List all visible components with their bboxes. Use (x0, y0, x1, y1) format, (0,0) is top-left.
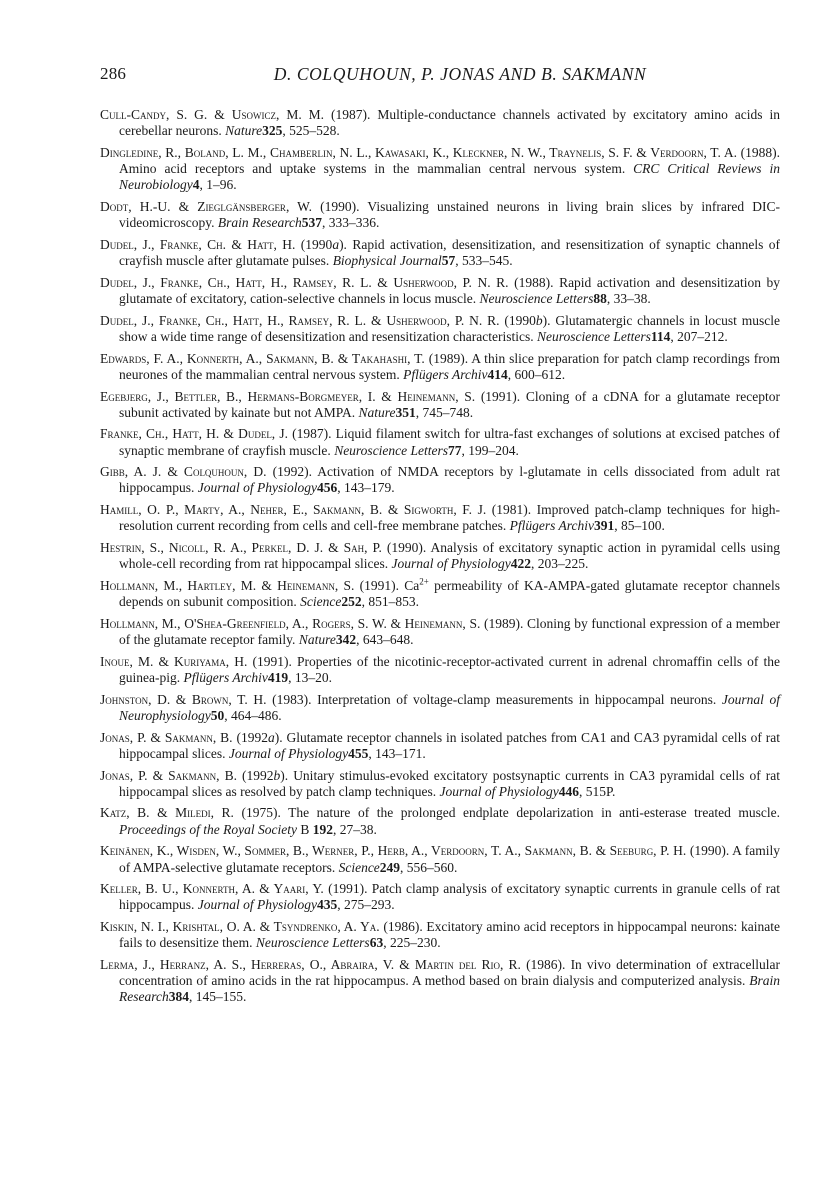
ref-pages: , 851–853. (361, 594, 419, 610)
ref-pages: , 1–96. (199, 177, 237, 193)
ref-pages: , 145–155. (188, 989, 247, 1005)
ref-volume: 446 (558, 783, 580, 799)
ref-journal: Pflügers Archiv (509, 518, 594, 534)
ref-journal: Journal of Physiology (197, 480, 317, 496)
ref-year: (1992 (232, 729, 268, 745)
ref-journal: Biophysical Journal (332, 253, 442, 269)
reference-entry (100, 768, 780, 800)
ref-year: (1990 (499, 312, 536, 328)
ref-authors: Hollmann, M., Hartley, M. & Heinemann, S. (100, 578, 355, 594)
ref-year: (1992). (266, 464, 318, 480)
ref-pages: , 27–38. (332, 821, 377, 837)
ref-year: (1991). (475, 388, 526, 404)
ref-journal: Journal of Physiology (439, 783, 559, 799)
ref-journal: Neuroscience Letters (334, 442, 449, 458)
ref-journal: Neuroscience Letters (255, 935, 370, 951)
ref-pages: , 203–225. (531, 556, 589, 572)
ref-volume: 419 (267, 670, 289, 685)
ref-title: Multiple-conductance channels activated by excitatory amino acids in cerebellar neurons. (119, 107, 780, 139)
ref-volume: 63 (369, 935, 384, 951)
ref-pages: , 207–212. (670, 328, 728, 344)
ref-pages: , 333–336. (321, 215, 380, 231)
ref-year-close: ). (542, 312, 556, 328)
ref-title: A thin slice preparation for patch clamp recordings from neurones of the mammalian central nervous system. (119, 350, 780, 382)
ref-volume: 4 (192, 177, 200, 193)
ref-year: (1991). (323, 881, 372, 897)
ref-authors: Keinänen, K., Wisden, W., Sommer, B., Werner, P., Herb, A., Verdoorn, T. A., Sakmann, B. & Seeburg, P. H. (100, 843, 687, 859)
ref-volume: 252 (341, 594, 362, 610)
ref-title: Cloning by functional expression of a member of the glutamate receptor family. (119, 615, 780, 648)
ref-journal: Brain Research (119, 973, 780, 1005)
reference-entry (100, 730, 780, 762)
ref-pages: , 600–612. (507, 366, 566, 382)
ref-pages: , 199–204. (461, 442, 519, 458)
ref-year: (1989). (480, 615, 528, 631)
ref-authors: Franke, Ch., Hatt, H. & Dudel, J. (100, 426, 288, 442)
ref-pages: , 225–230. (383, 935, 441, 951)
ref-journal: Nature (225, 123, 263, 139)
ref-volume: 384 (168, 989, 189, 1005)
ref-year: (1992 (236, 767, 274, 783)
reference-entry (100, 145, 780, 193)
ref-volume: 192 (312, 821, 333, 837)
ref-journal: Science (338, 859, 380, 875)
ref-year: (1990). (381, 540, 431, 556)
reference-entry (100, 464, 780, 496)
ref-authors: Inoue, M. & Kuriyama, H. (100, 653, 248, 669)
ref-volume: 456 (316, 480, 338, 496)
ref-year-suffix: a (267, 729, 275, 745)
ref-title: permeability of KA-AMPA-gated glutamate receptor channels depends on subunit composition. (119, 578, 780, 610)
ref-authors: Lerma, J., Herranz, A. S., Herreras, O., Abraira, V. & Martin del Rio, R. (100, 957, 521, 973)
ref-pages: , 33–38. (606, 290, 651, 306)
ref-title: Improved patch-clamp techniques for high-resolution current recording from cells and cell-free membrane patches. (119, 502, 780, 534)
ref-pages: , 533–545. (455, 253, 513, 269)
ref-title-sup: 2+ (419, 576, 429, 587)
ref-year: (1975). (233, 805, 289, 821)
ref-year: (1990). (312, 198, 368, 214)
ref-authors: Cull-Candy, S. G. & Usowicz, M. M. (100, 107, 325, 122)
reference-entry (100, 919, 780, 951)
ref-volume: 455 (348, 745, 369, 761)
page-number: 286 (100, 64, 127, 83)
ref-title: Interpretation of voltage-clamp measurements in hippocampal neurons. (317, 691, 722, 707)
ref-year-close: ). (274, 729, 287, 745)
ref-journal: Journal of Physiology (197, 897, 317, 913)
ref-journal: Science (300, 594, 342, 610)
ref-authors: Edwards, F. A., Konnerth, A., Sakmann, B. & Takahashi, T. (100, 350, 425, 366)
ref-pages: , 643–648. (356, 632, 414, 648)
ref-authors: Dudel, J., Franke, Ch. & Hatt, H. (100, 236, 296, 252)
ref-volume: 414 (487, 366, 508, 382)
reference-entry (100, 502, 780, 534)
ref-title: Analysis of excitatory synaptic action in pyramidal cells using whole-cell recording from rat hippocampal slices. (119, 540, 781, 572)
ref-volume: 50 (210, 707, 225, 723)
ref-authors: Hollmann, M., O'Shea-Greenfield, A., Rogers, S. W. & Heinemann, S. (100, 615, 481, 631)
reference-entry (100, 426, 780, 458)
ref-pages: , 556–560. (400, 859, 458, 875)
ref-authors: Kiskin, N. I., Krishtal, O. A. & Tsyndrenko, A. Ya. (100, 919, 380, 935)
ref-volume: 391 (593, 518, 615, 534)
ref-title: In vivo determination of extracellular concentration of amino acids in the rat hippocampus. A method based on brain dialysis and computerized analysis. (119, 957, 780, 989)
ref-authors: Gibb, A. J. & Colquhoun, D. (100, 464, 267, 480)
reference-list (100, 107, 780, 1011)
ref-authors: Hestrin, S., Nicoll, R. A., Perkel, D. J. & Sah, P. (100, 540, 382, 556)
ref-year: (1986). (379, 919, 427, 935)
ref-pages: , 13–20. (288, 670, 332, 685)
ref-volume: 57 (441, 253, 456, 269)
ref-year: (1991). (354, 578, 405, 594)
ref-title: Rapid activation and desensitization by glutamate of excitatory, cation-selective channels in locus muscle. (119, 274, 780, 306)
ref-journal: Pflügers Archiv (403, 366, 488, 382)
ref-volume: 537 (301, 215, 322, 231)
ref-authors: Jonas, P. & Sakmann, B. (100, 729, 233, 745)
ref-title: Rapid activation, desensitization, and resensitization of synaptic channels of crayfish muscle after glutamate pulses. (119, 236, 781, 269)
ref-year-suffix: b (535, 312, 543, 328)
ref-journal: Journal of Physiology (391, 556, 511, 572)
ref-year-close: ). (339, 236, 353, 252)
ref-volume: 77 (448, 442, 462, 458)
ref-authors: Hamill, O. P., Marty, A., Neher, E., Sakmann, B. & Sigworth, F. J. (100, 502, 487, 518)
ref-title: Liquid filament switch for ultra-fast exchanges of solutions at excised patches of synaptic membrane of crayfish muscle. (119, 426, 781, 458)
ref-volume: 249 (379, 859, 401, 875)
ref-year: (1987). (287, 426, 336, 442)
ref-title: Glutamate receptor channels in isolated patches from CA1 and CA3 pyramidal cells of rat hippocampal slices. (119, 729, 781, 761)
ref-journal: CRC Critical Reviews in Neurobiology (119, 161, 780, 193)
running-head: D. COLQUHOUN, P. JONAS AND B. SAKMANN (273, 64, 647, 84)
ref-journal: Brain Research (217, 215, 302, 231)
ref-title: Glutamatergic channels in locust muscle show a wide time range of desensitization and resensitization characteristics. (119, 312, 780, 344)
ref-title: Excitatory amino acid receptors in hippocampal neurons: kainate fails to desensitize them. (119, 919, 780, 951)
ref-year: (1990). (686, 843, 733, 859)
ref-pages: , 85–100. (614, 518, 665, 534)
reference-entry (100, 389, 780, 421)
ref-volume: 351 (395, 404, 416, 420)
ref-journal: Nature (298, 632, 336, 648)
ref-volume: 88 (593, 290, 607, 306)
ref-pages: , 464–486. (224, 707, 282, 723)
ref-year: (1990 (295, 236, 333, 252)
ref-year: (1988). (736, 144, 780, 160)
ref-year: (1987). (324, 107, 378, 122)
reference-entry (100, 313, 780, 345)
ref-authors: Dingledine, R., Boland, L. M., Chamberlin, N. L., Kawasaki, K., Kleckner, N. W., Traynelis, S. F. & Verdoorn, T. A. (100, 144, 737, 160)
reference-entry (100, 616, 780, 648)
reference-entry (100, 957, 780, 1005)
ref-year-close: ). (280, 767, 294, 783)
ref-authors: Dodt, H.-U. & Zieglgänsberger, W. (100, 198, 313, 214)
reference-entry (100, 107, 780, 139)
ref-authors: Dudel, J., Franke, Ch., Hatt, H., Ramsey, R. L. & Usherwood, P. N. R. (100, 312, 500, 328)
reference-entry (100, 578, 780, 610)
ref-volume: 435 (316, 897, 338, 913)
reference-entry (100, 843, 780, 875)
reference-entry (100, 540, 780, 572)
ref-year: (1986). (520, 957, 571, 973)
ref-year: (1988). (508, 274, 560, 290)
ref-volume: 342 (335, 632, 357, 648)
reference-entry (100, 351, 780, 383)
ref-pages: , 515P. (579, 783, 616, 799)
ref-pages: , 525–528. (282, 123, 340, 139)
ref-title: Visualizing unstained neurons in living brain slices by infrared DIC-videomicroscopy. (119, 198, 780, 231)
reference-entry (100, 881, 780, 913)
ref-year-suffix: a (332, 236, 340, 252)
ref-journal: Nature (358, 404, 396, 420)
page-header (100, 64, 780, 90)
ref-pages: , 143–171. (368, 745, 426, 761)
ref-title: Patch clamp analysis of excitatory synaptic currents in granule cells of rat hippocampus. (119, 881, 780, 913)
ref-authors: Jonas, P. & Sakmann, B. (100, 767, 237, 783)
ref-authors: Egebjerg, J., Bettler, B., Hermans-Borgmeyer, I. & Heinemann, S. (100, 388, 476, 404)
ref-journal: Proceedings of the Royal Society (119, 821, 297, 837)
ref-authors: Dudel, J., Franke, Ch., Hatt, H., Ramsey, R. L. & Usherwood, P. N. R. (100, 274, 509, 290)
ref-year: (1991). (247, 653, 297, 669)
ref-journal: Neuroscience Letters (536, 328, 651, 344)
ref-title: Unitary stimulus-evoked excitatory postsynaptic currents in CA3 pyramidal cells of rat hippocampal slices as resolved by patch clamp techniques. (119, 767, 781, 799)
ref-journal: Journal of Physiology (228, 745, 349, 761)
reference-entry (100, 199, 780, 231)
reference-entry (100, 805, 780, 837)
ref-year-suffix: b (273, 767, 281, 783)
reference-entry (100, 692, 780, 724)
ref-title: Cloning of a cDNA for a glutamate receptor subunit activated by kainate but not AMPA. (119, 388, 780, 420)
ref-year: (1989). (424, 350, 472, 366)
ref-title: A family of AMPA-selective glutamate receptors. (119, 843, 780, 875)
ref-year: (1981). (486, 502, 537, 518)
ref-title: Activation of NMDA receptors by l-glutamate in cells dissociated from adult rat hippocampus. (119, 464, 781, 496)
ref-authors: Keller, B. U., Konnerth, A. & Yaari, Y. (100, 881, 324, 897)
ref-pages: , 275–293. (337, 897, 395, 913)
ref-title: Properties of the nicotinic-receptor-activated current in adrenal chromaffin cells of the guinea-pig. (119, 653, 781, 685)
ref-journal: Neuroscience Letters (479, 290, 594, 306)
ref-authors: Johnston, D. & Brown, T. H. (100, 691, 267, 707)
ref-authors: Katz, B. & Miledi, R. (100, 805, 234, 821)
ref-volume: 422 (510, 556, 532, 572)
ref-volume: 325 (262, 123, 283, 139)
ref-pages: , 745–748. (415, 404, 474, 420)
ref-journal-suffix: B (296, 821, 313, 837)
ref-journal: Pflügers Archiv (183, 670, 268, 685)
ref-journal: Journal of Neurophysiology (119, 691, 781, 723)
ref-year: (1983). (266, 691, 318, 707)
ref-title-pre: Ca (404, 578, 420, 594)
ref-volume: 114 (650, 328, 671, 344)
reference-entry (100, 237, 780, 269)
reference-entry (100, 275, 780, 307)
ref-title: The nature of the prolonged endplate depolarization in anti-esterase treated muscle. (288, 805, 781, 821)
ref-title: Amino acid receptors and uptake systems in the mammalian central nervous system. (119, 161, 634, 177)
reference-entry (100, 654, 780, 686)
ref-pages: , 143–179. (337, 480, 395, 496)
